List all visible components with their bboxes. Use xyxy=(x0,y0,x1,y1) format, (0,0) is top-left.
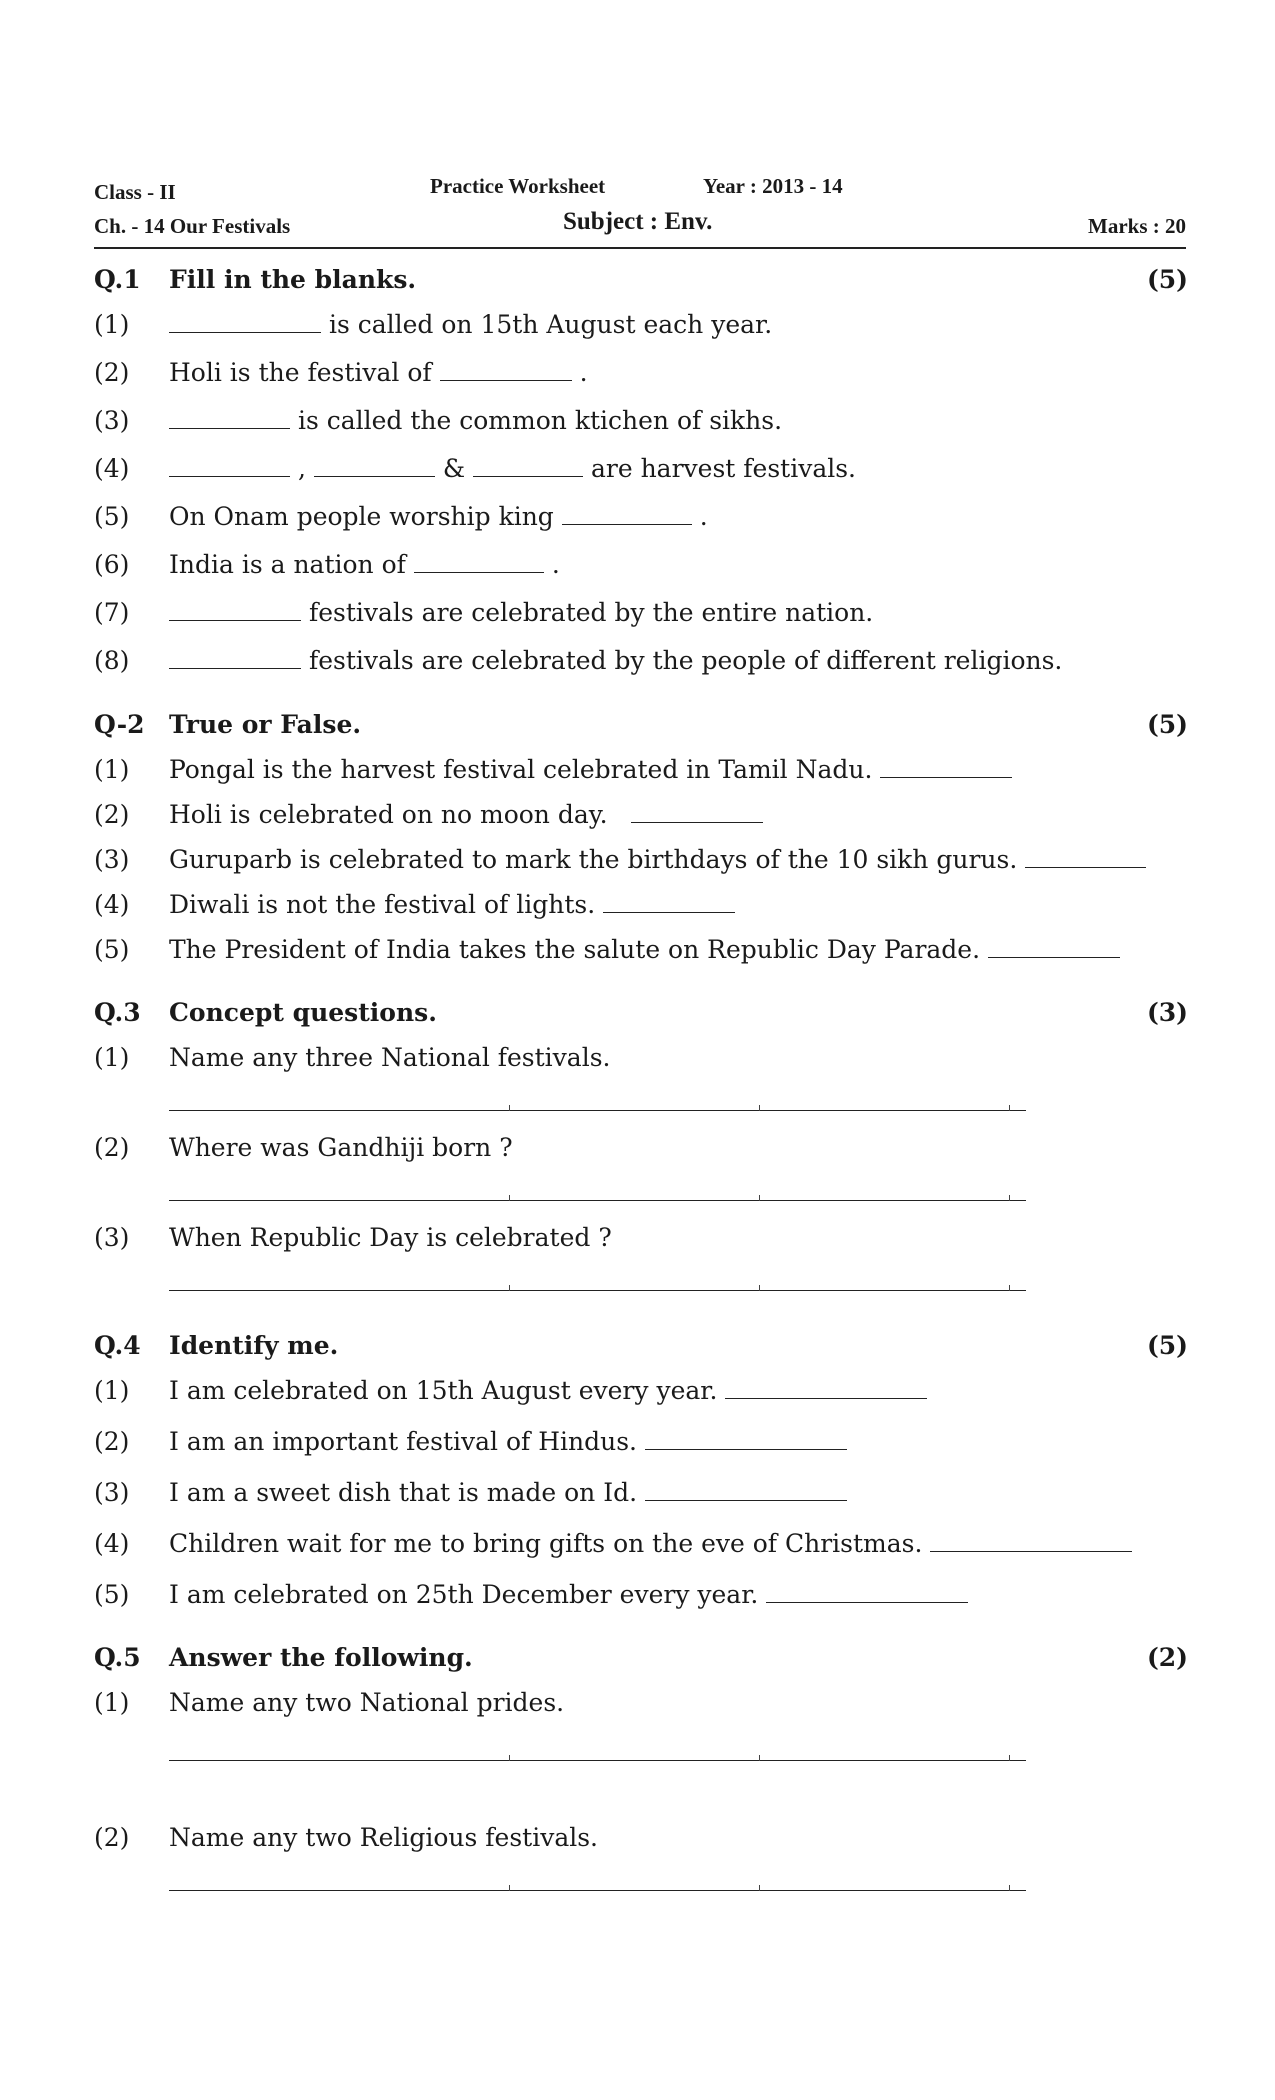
answer-blank[interactable] xyxy=(880,757,1012,778)
answer-blank[interactable] xyxy=(603,892,735,913)
answer-blank[interactable] xyxy=(645,1429,847,1450)
question-number: Q.5 xyxy=(94,1643,141,1672)
item-text: Children wait for me to bring gifts on the eve of Christmas. xyxy=(169,1529,923,1558)
item-text: are harvest festivals. xyxy=(590,454,856,483)
question-marks: (2) xyxy=(1146,1643,1188,1672)
item-number: (2) xyxy=(94,1133,130,1162)
question-marks: (5) xyxy=(1146,710,1188,739)
item-number: (2) xyxy=(94,1823,130,1852)
item-number: (4) xyxy=(94,890,130,919)
item-number: (3) xyxy=(94,406,130,435)
item-text: When Republic Day is celebrated ? xyxy=(169,1223,612,1252)
item-number: (2) xyxy=(94,358,130,387)
year-label: Year : 2013 - 14 xyxy=(703,174,843,198)
item-number: (1) xyxy=(94,1376,130,1405)
item-number: (2) xyxy=(94,1427,130,1456)
answer-blank[interactable] xyxy=(314,456,435,477)
answer-line[interactable] xyxy=(169,1110,1026,1111)
item-number: (3) xyxy=(94,845,130,874)
item-number: (4) xyxy=(94,1529,130,1558)
item-number: (4) xyxy=(94,454,130,483)
question-title: Concept questions. xyxy=(169,998,437,1027)
item-text: Guruparb is celebrated to mark the birthdays of the 10 sikh gurus. xyxy=(169,845,1018,874)
question-marks: (3) xyxy=(1146,998,1188,1027)
item-text: Holi is the festival of xyxy=(169,358,432,387)
answer-blank[interactable] xyxy=(169,648,301,669)
answer-blank[interactable] xyxy=(169,600,301,621)
item-text: Name any three National festivals. xyxy=(169,1043,611,1072)
answer-blank[interactable] xyxy=(169,456,290,477)
header-rule xyxy=(94,247,1186,249)
item-text: Name any two Religious festivals. xyxy=(169,1823,599,1852)
question-marks: (5) xyxy=(1146,265,1188,294)
item-text: On Onam people worship king xyxy=(169,502,554,531)
question-title: Fill in the blanks. xyxy=(169,265,417,294)
item-number: (7) xyxy=(94,598,130,627)
answer-blank[interactable] xyxy=(169,408,290,429)
answer-blank[interactable] xyxy=(725,1378,927,1399)
item-text: Diwali is not the festival of lights. xyxy=(169,890,596,919)
chapter-label: Ch. - 14 Our Festivals xyxy=(94,214,291,238)
answer-blank[interactable] xyxy=(930,1531,1132,1552)
answer-line[interactable] xyxy=(169,1890,1026,1891)
answer-blank[interactable] xyxy=(473,456,583,477)
item-number: (5) xyxy=(94,1580,130,1609)
worksheet-title: Practice Worksheet xyxy=(430,174,606,198)
item-number: (2) xyxy=(94,800,130,829)
item-text: Name any two National prides. xyxy=(169,1688,565,1717)
item-text: Holi is celebrated on no moon day. xyxy=(169,800,608,829)
item-number: (1) xyxy=(94,1043,130,1072)
answer-blank[interactable] xyxy=(645,1480,847,1501)
answer-blank[interactable] xyxy=(414,552,544,573)
item-text: The President of India takes the salute on Republic Day Parade. xyxy=(169,935,981,964)
class-label: Class - II xyxy=(94,180,176,204)
item-number: (5) xyxy=(94,502,130,531)
item-text: I am celebrated on 25th December every year. xyxy=(169,1580,759,1609)
answer-blank[interactable] xyxy=(440,360,572,381)
answer-blank[interactable] xyxy=(562,504,692,525)
question-title: True or False. xyxy=(169,710,362,739)
question-number: Q.1 xyxy=(94,265,141,294)
item-text: . xyxy=(579,358,588,387)
question-title: Identify me. xyxy=(169,1331,339,1360)
answer-blank[interactable] xyxy=(766,1582,968,1603)
item-text: Pongal is the harvest festival celebrated in Tamil Nadu. xyxy=(169,755,873,784)
question-marks: (5) xyxy=(1146,1331,1188,1360)
question-number: Q.4 xyxy=(94,1331,141,1360)
item-text: festivals are celebrated by the entire nation. xyxy=(308,598,874,627)
item-number: (1) xyxy=(94,755,130,784)
item-text: is called on 15th August each year. xyxy=(328,310,773,339)
answer-blank[interactable] xyxy=(988,937,1120,958)
question-number: Q.3 xyxy=(94,998,141,1027)
item-text: festivals are celebrated by the people of different religions. xyxy=(308,646,1063,675)
answer-blank[interactable] xyxy=(1025,847,1146,868)
item-text: & xyxy=(442,454,466,483)
item-number: (3) xyxy=(94,1223,130,1252)
item-text: I am an important festival of Hindus. xyxy=(169,1427,638,1456)
item-text: I am a sweet dish that is made on Id. xyxy=(169,1478,638,1507)
answer-line[interactable] xyxy=(169,1760,1026,1761)
item-number: (3) xyxy=(94,1478,130,1507)
item-text: , xyxy=(297,454,306,483)
item-text: . xyxy=(699,502,708,531)
answer-line[interactable] xyxy=(169,1290,1026,1291)
question-number: Q-2 xyxy=(94,710,145,739)
answer-blank[interactable] xyxy=(631,802,763,823)
item-text: is called the common ktichen of sikhs. xyxy=(297,406,783,435)
item-text: I am celebrated on 15th August every year. xyxy=(169,1376,718,1405)
answer-blank[interactable] xyxy=(169,312,321,333)
item-number: (5) xyxy=(94,935,130,964)
marks-label: Marks : 20 xyxy=(1088,214,1186,238)
subject-label: Subject : Env. xyxy=(563,208,713,235)
question-title: Answer the following. xyxy=(169,1643,473,1672)
item-number: (1) xyxy=(94,1688,130,1717)
answer-line[interactable] xyxy=(169,1200,1026,1201)
item-text: India is a nation of xyxy=(169,550,406,579)
item-number: (6) xyxy=(94,550,130,579)
item-number: (1) xyxy=(94,310,130,339)
item-text: Where was Gandhiji born ? xyxy=(169,1133,513,1162)
item-number: (8) xyxy=(94,646,130,675)
item-text: . xyxy=(551,550,560,579)
